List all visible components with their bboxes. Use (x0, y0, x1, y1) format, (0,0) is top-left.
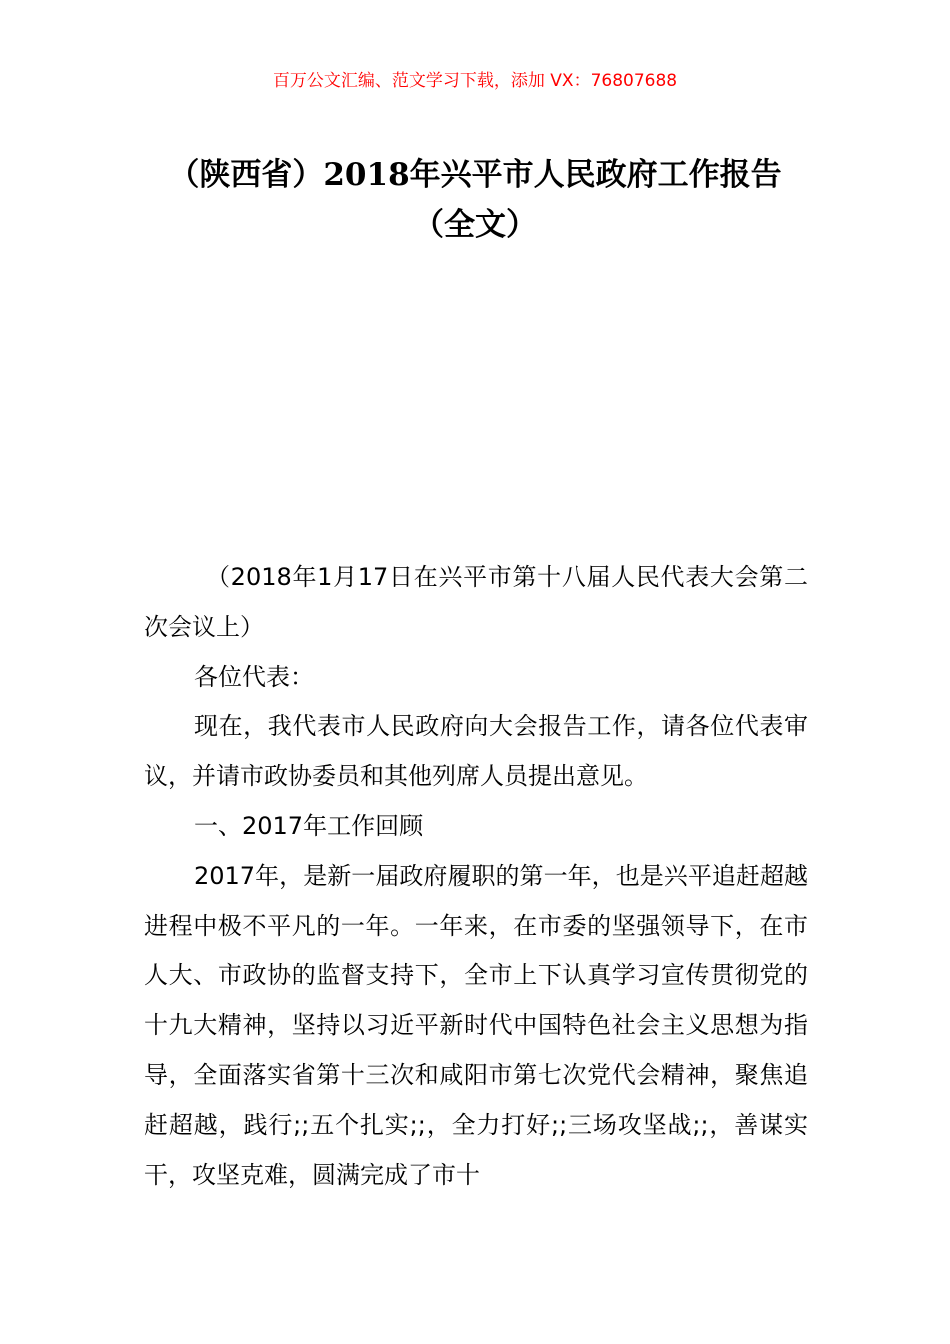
header-watermark-note: 百万公文汇编、范文学习下载，添加 VX：76807688 (272, 71, 678, 91)
document-title: （陕西省）2018年兴平市人民政府工作报告（全文） (168, 157, 782, 243)
section-heading: 一、2017年工作回顾 (194, 811, 424, 840)
meeting-date-paragraph: （2018年1月17日在兴平市第十八届人民代表大会第二次会议上） (144, 563, 808, 641)
document-body (144, 553, 808, 1200)
salutation-paragraph: 各位代表： (194, 662, 314, 691)
intro-paragraph: 现在，我代表市人民政府向大会报告工作，请各位代表审议，并请市政协委员和其他列席人员提出意见。 (144, 712, 808, 791)
review-paragraph: 2017年，是新一届政府履职的第一年，也是兴平追赶超越进程中极不平凡的一年。一年来，在市委的坚强领导下，在市人大、市政协的监督支持下，全市上下认真学习宣传贯彻党的十九大精神，坚持以习近平新时代中国特色社会主义思想为指导，全面落实省第十三次和咸阳市第七次党代会精神，聚焦追赶超越，践行;;五个扎实;;，全力打好;;三场攻坚战;;，善谋实干，攻坚克难，圆满完成了市十 (144, 861, 808, 1189)
